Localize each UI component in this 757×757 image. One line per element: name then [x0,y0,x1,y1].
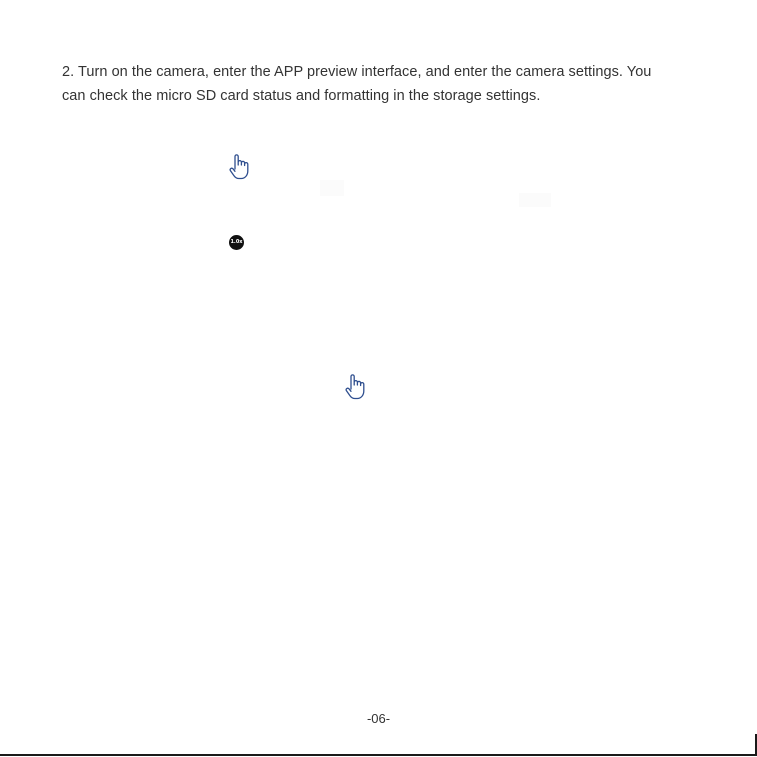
instruction-line-2: can check the micro SD card status and formatting in the storage settings. [62,88,541,104]
playback-speed-badge: 1.0x [229,235,244,250]
instruction-text [62,60,712,108]
bottom-rule [0,754,757,756]
faint-overlay-mark [320,180,344,196]
instruction-line-1: 2. Turn on the camera, enter the APP preview interface, and enter the camera settings. You [62,64,652,80]
pointing-hand-icon [228,152,252,182]
page-number: -06- [366,711,391,726]
faint-overlay-mark [519,193,551,207]
pointing-hand-icon [344,372,368,402]
